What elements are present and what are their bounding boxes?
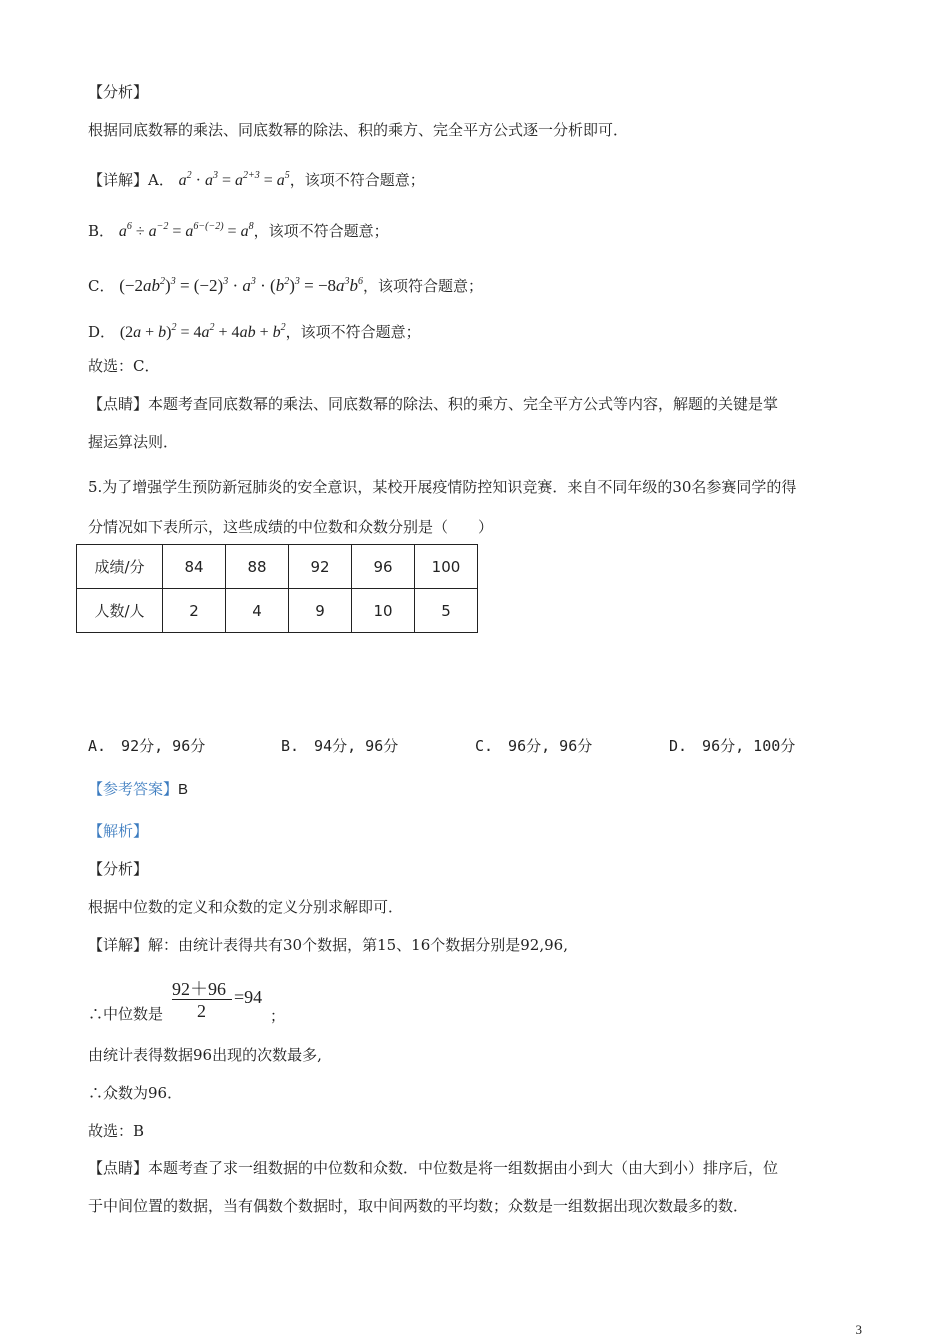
- table-header-cell: 96: [352, 545, 415, 589]
- option-c-note: ，该项符合题意；: [363, 277, 484, 295]
- table-header-cell: 84: [163, 545, 226, 589]
- answer-detail: 【详解】解：由统计表得共有30个数据，第15、16个数据分别是92,96,: [88, 936, 568, 954]
- reference-answer-label: 【参考答案】: [88, 780, 179, 798]
- answer-comment-line1: 【点睛】本题考查了求一组数据的中位数和众数．中位数是将一组数据由小到大（由大到小）排序后，位: [88, 1159, 779, 1177]
- fraction-result: =94: [234, 987, 263, 1007]
- reference-answer-value: B: [178, 781, 189, 798]
- answer-analysis-text: 根据中位数的定义和众数的定义分别求解即可．: [88, 898, 404, 916]
- option-c: C. 96分, 96分: [475, 737, 593, 755]
- analysis-label: 【分析】: [88, 83, 149, 101]
- median-label: ∴中位数是: [88, 1005, 164, 1023]
- fraction-numerator: 92＋96: [172, 979, 226, 999]
- formula-d: $(2a + b)^2 = 4a^2 + 4ab + b^2$: [119, 322, 286, 341]
- mode-reason: 由统计表得数据96出现的次数最多,: [88, 1046, 322, 1064]
- table-cell: 5: [415, 589, 478, 633]
- table-cell: 10: [352, 589, 415, 633]
- answer-comment-line2: 于中间位置的数据，当有偶数个数据时，取中间两数的平均数；众数是一组数据出现次数最多的数．: [88, 1197, 749, 1215]
- table-cell: 4: [226, 589, 289, 633]
- answer-analysis-label: 【分析】: [88, 860, 149, 878]
- score-table: [76, 544, 478, 633]
- option-d-label: D．: [88, 323, 116, 341]
- reference-answer: [88, 779, 188, 800]
- mode-result: ∴众数为96．: [88, 1084, 183, 1102]
- fraction-denominator: 2: [197, 1001, 206, 1021]
- solution-label: 【解析】: [88, 822, 149, 840]
- detail-option-d: [88, 318, 421, 343]
- question-line2: 分情况如下表所示，这些成绩的中位数和众数分别是（ ）: [88, 518, 494, 536]
- analysis-text: 根据同底数幂的乘法、同底数幂的除法、积的乘方、完全平方公式逐一分析即可．: [88, 121, 629, 139]
- answer-choice: 故选：B: [88, 1122, 145, 1140]
- option-b-note: ，该项不符合题意；: [253, 222, 389, 240]
- page-number: 3: [855, 1322, 862, 1337]
- table-header-cell: 92: [289, 545, 352, 589]
- table-header-cell: 100: [415, 545, 478, 589]
- prev-comment-line1: 【点睛】本题考查同底数幂的乘法、同底数幂的除法、积的乘方、完全平方公式等内容，解题的关键是掌: [88, 395, 779, 413]
- option-d-note: ，该项不符合题意；: [285, 323, 421, 341]
- option-b-label: B．: [88, 222, 115, 240]
- formula-c: $(-2ab^2)^3 = (-2)^3 \cdot a^3 \cdot (b^2)^3 = -8a^3b^6$: [119, 276, 364, 295]
- prev-comment-line2: 握运算法则．: [88, 433, 179, 451]
- option-a-note: ，该项不符合题意；: [289, 171, 425, 189]
- formula-b: $a^6 \div a^{-2} = a^{6-(-2)} = a^8$: [118, 221, 254, 240]
- formula-a: $a^2 \cdot a^3 = a^{2+3} = a^5$: [178, 170, 290, 189]
- table-row-score: [77, 545, 478, 589]
- fraction-bar: [172, 999, 232, 1000]
- detail-option-c: [88, 272, 483, 296]
- table-header-cell: 88: [226, 545, 289, 589]
- table-row-count: [77, 589, 478, 633]
- prev-choice: 故选：C．: [88, 357, 160, 375]
- question-line1: 5.为了增强学生预防新冠肺炎的安全意识，某校开展疫情防控知识竞赛．来自不同年级的30名参赛同学的得: [88, 478, 797, 496]
- table-cell: 2: [163, 589, 226, 633]
- table-cell: 人数/人: [77, 589, 163, 633]
- table-cell: 9: [289, 589, 352, 633]
- detail-option-a: [88, 166, 425, 191]
- median-end: ；: [270, 1007, 286, 1025]
- detail-label: 【详解】A．: [88, 171, 174, 189]
- option-b: B. 94分, 96分: [281, 737, 399, 755]
- option-a: A. 92分, 96分: [88, 737, 206, 755]
- option-c-label: C．: [88, 277, 115, 295]
- option-d: D. 96分, 100分: [669, 737, 796, 755]
- table-header-cell: 成绩/分: [77, 545, 163, 589]
- detail-option-b: [88, 217, 389, 242]
